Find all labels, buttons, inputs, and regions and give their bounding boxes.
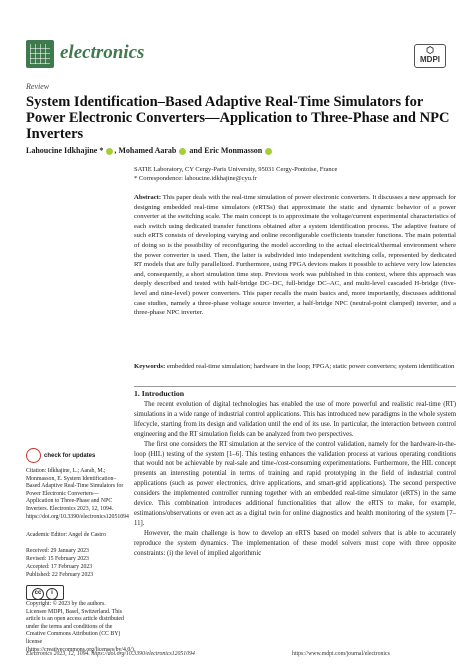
orcid-icon[interactable] [265, 148, 272, 155]
revised-date: Revised: 15 February 2023 [26, 556, 89, 562]
paragraph: However, the main challenge is how to develop an eRTS based on model solvers that is able to accurately reproduce the system dynamics. The implementation of these model solvers must cope with three opposite constraints: (i) the level of implied algorithmic [134, 529, 456, 557]
orcid-icon[interactable] [106, 148, 113, 155]
citation: Citation: Idkhajine, L.; Aarab, M.; Monmasson, E. System Identification–Based Adaptive Real-Time Simulators for Power Electronic Converters—Application to Three-Phase and NPC Inverters. Electronics 2023, 12, 1094. https://doi.org/10.3390/electronics12051094 [26, 468, 129, 520]
footer-citation[interactable]: Electronics 2023, 12, 1094. https://doi.org/10.3390/electronics12051094 [26, 651, 195, 657]
author-list: Lahoucine Idkhajine * , Mohamed Aarab and Eric Monmasson [26, 146, 273, 155]
author-2[interactable]: Mohamed Aarab [118, 146, 177, 155]
author-3[interactable]: and Eric Monmasson [189, 146, 263, 155]
introduction-text [134, 400, 456, 559]
received-date: Received: 29 January 2023 [26, 548, 89, 554]
divider [134, 386, 456, 387]
paragraph: The recent evolution of digital technologies has enabled the use of more powerful and realistic real-time (RT) simulations in a wide range of industrial control applications. This has introduced new paradigms in the whole system lifecycle, starting from its design and validation until the end of its use. In particular, the interaction between control engineering and the RT simulation fields can be analyzed from two perspectives. [134, 401, 456, 438]
article-type: Review [26, 82, 50, 91]
academic-editor: Academic Editor: Angel de Castro [26, 532, 106, 538]
cc-license-badge[interactable]: cc i [26, 585, 64, 600]
correspondence[interactable]: * Correspondence: lahoucine.idkhajine@cyu.fr [134, 175, 257, 182]
article-title: System Identification–Based Adaptive Real-Time Simulators for Power Electronic Converters—Application to Three-Phase and NPC Inverters [26, 94, 450, 142]
keywords-label: Keywords: [134, 363, 166, 370]
author-1[interactable]: Lahoucine Idkhajine * [26, 146, 104, 155]
abstract-label: Abstract: [134, 194, 162, 201]
orcid-icon[interactable] [179, 148, 186, 155]
abstract [134, 193, 456, 318]
journal-logo [26, 40, 54, 68]
affiliation-address: SATIE Laboratory, CY Cergy-Paris University, 95031 Cergy-Pontoise, France [134, 166, 338, 173]
journal-name: electronics [60, 42, 145, 63]
keywords-text: embedded real-time simulation; hardware in the loop; FPGA; static power converters; system identification [166, 363, 455, 370]
published-date: Published: 22 February 2023 [26, 572, 94, 578]
accepted-date: Accepted: 17 February 2023 [26, 564, 93, 570]
abstract-text: This paper deals with the real-time simulation of power electronic converters. It discusses a new approach for designing embedded real-time simulators (eRTSs) that approximate the static and dynamic behavior of a power converter at the switching scale. The main concept is to approximate the voltage/current experimental characteristics of each switch using dedicated transfer functions obtained after a system identification process. The adaptive feature of such eRTS consists of developing varying and online reconfigurable coefficients transfer functions. The main potential of doing so is the possibility of reconfiguring the model according to the actual electrical/thermal environment where the power converter is used. Then, the latter is subdivided into independent switching cells, represented by dedicated RT models that are fully parallelized. Furthermore, using FPGA devices makes it possible to achieve very low latencies and, consequently, a short simulation time step. Previous work was published in this context, where this approach was deeply described and tested with half-bridge DC–DC, full-bridge DC–AC, and multi-level cascaded H-bridge (five-level and nine-level) power converters. This paper recalls the main basics and, more importantly, discusses additional case studies, namely a three-phase voltage source inverter, a half-bridge NPC (neutral-point clamped) inverter, and a three-phase NPC inverter. [134, 194, 456, 317]
keywords [134, 362, 456, 372]
footer-journal-url[interactable]: https://www.mdpi.com/journal/electronics [292, 651, 390, 657]
paragraph: The first one considers the RT simulation at the service of the control validation, namely for the hardware-in-the-loop (HIL) testing of the system [1–6]. This testing enhances the validation process at various operating conditions that would not be achievable by real-sale and time-/cost-consuming experimentations. Furthermore, the HIL concept presents an interesting potential in terms of training and rapid prototyping in the field of industrial control applications (such as power electronics, drive applications, and smart-grid applications). The second perspective considers the implemented controller running together with an embedded real-time simulator (eRTS) in the same device. This combination introduces additional functionalities that allow the eRTS to make, for example, estimations/observations or even act as a digital twin for online diagnostics and health monitoring of the system [7–11]. [134, 440, 456, 527]
affiliation [134, 165, 337, 183]
copyright: Copyright: © 2023 by the authors. Licensee MDPI, Basel, Switzerland. This article is an open access article distributed under the terms and conditions of the Creative Commons Attribution (CC BY) license (https://creativecommons.org/licenses/by/4.0/). [26, 601, 136, 653]
check-updates-badge[interactable]: check for updates [26, 448, 95, 463]
section-heading: 1. Introduction [134, 389, 185, 398]
mdpi-logo: ⬡ MDPI [414, 44, 446, 68]
check-icon [26, 448, 41, 463]
